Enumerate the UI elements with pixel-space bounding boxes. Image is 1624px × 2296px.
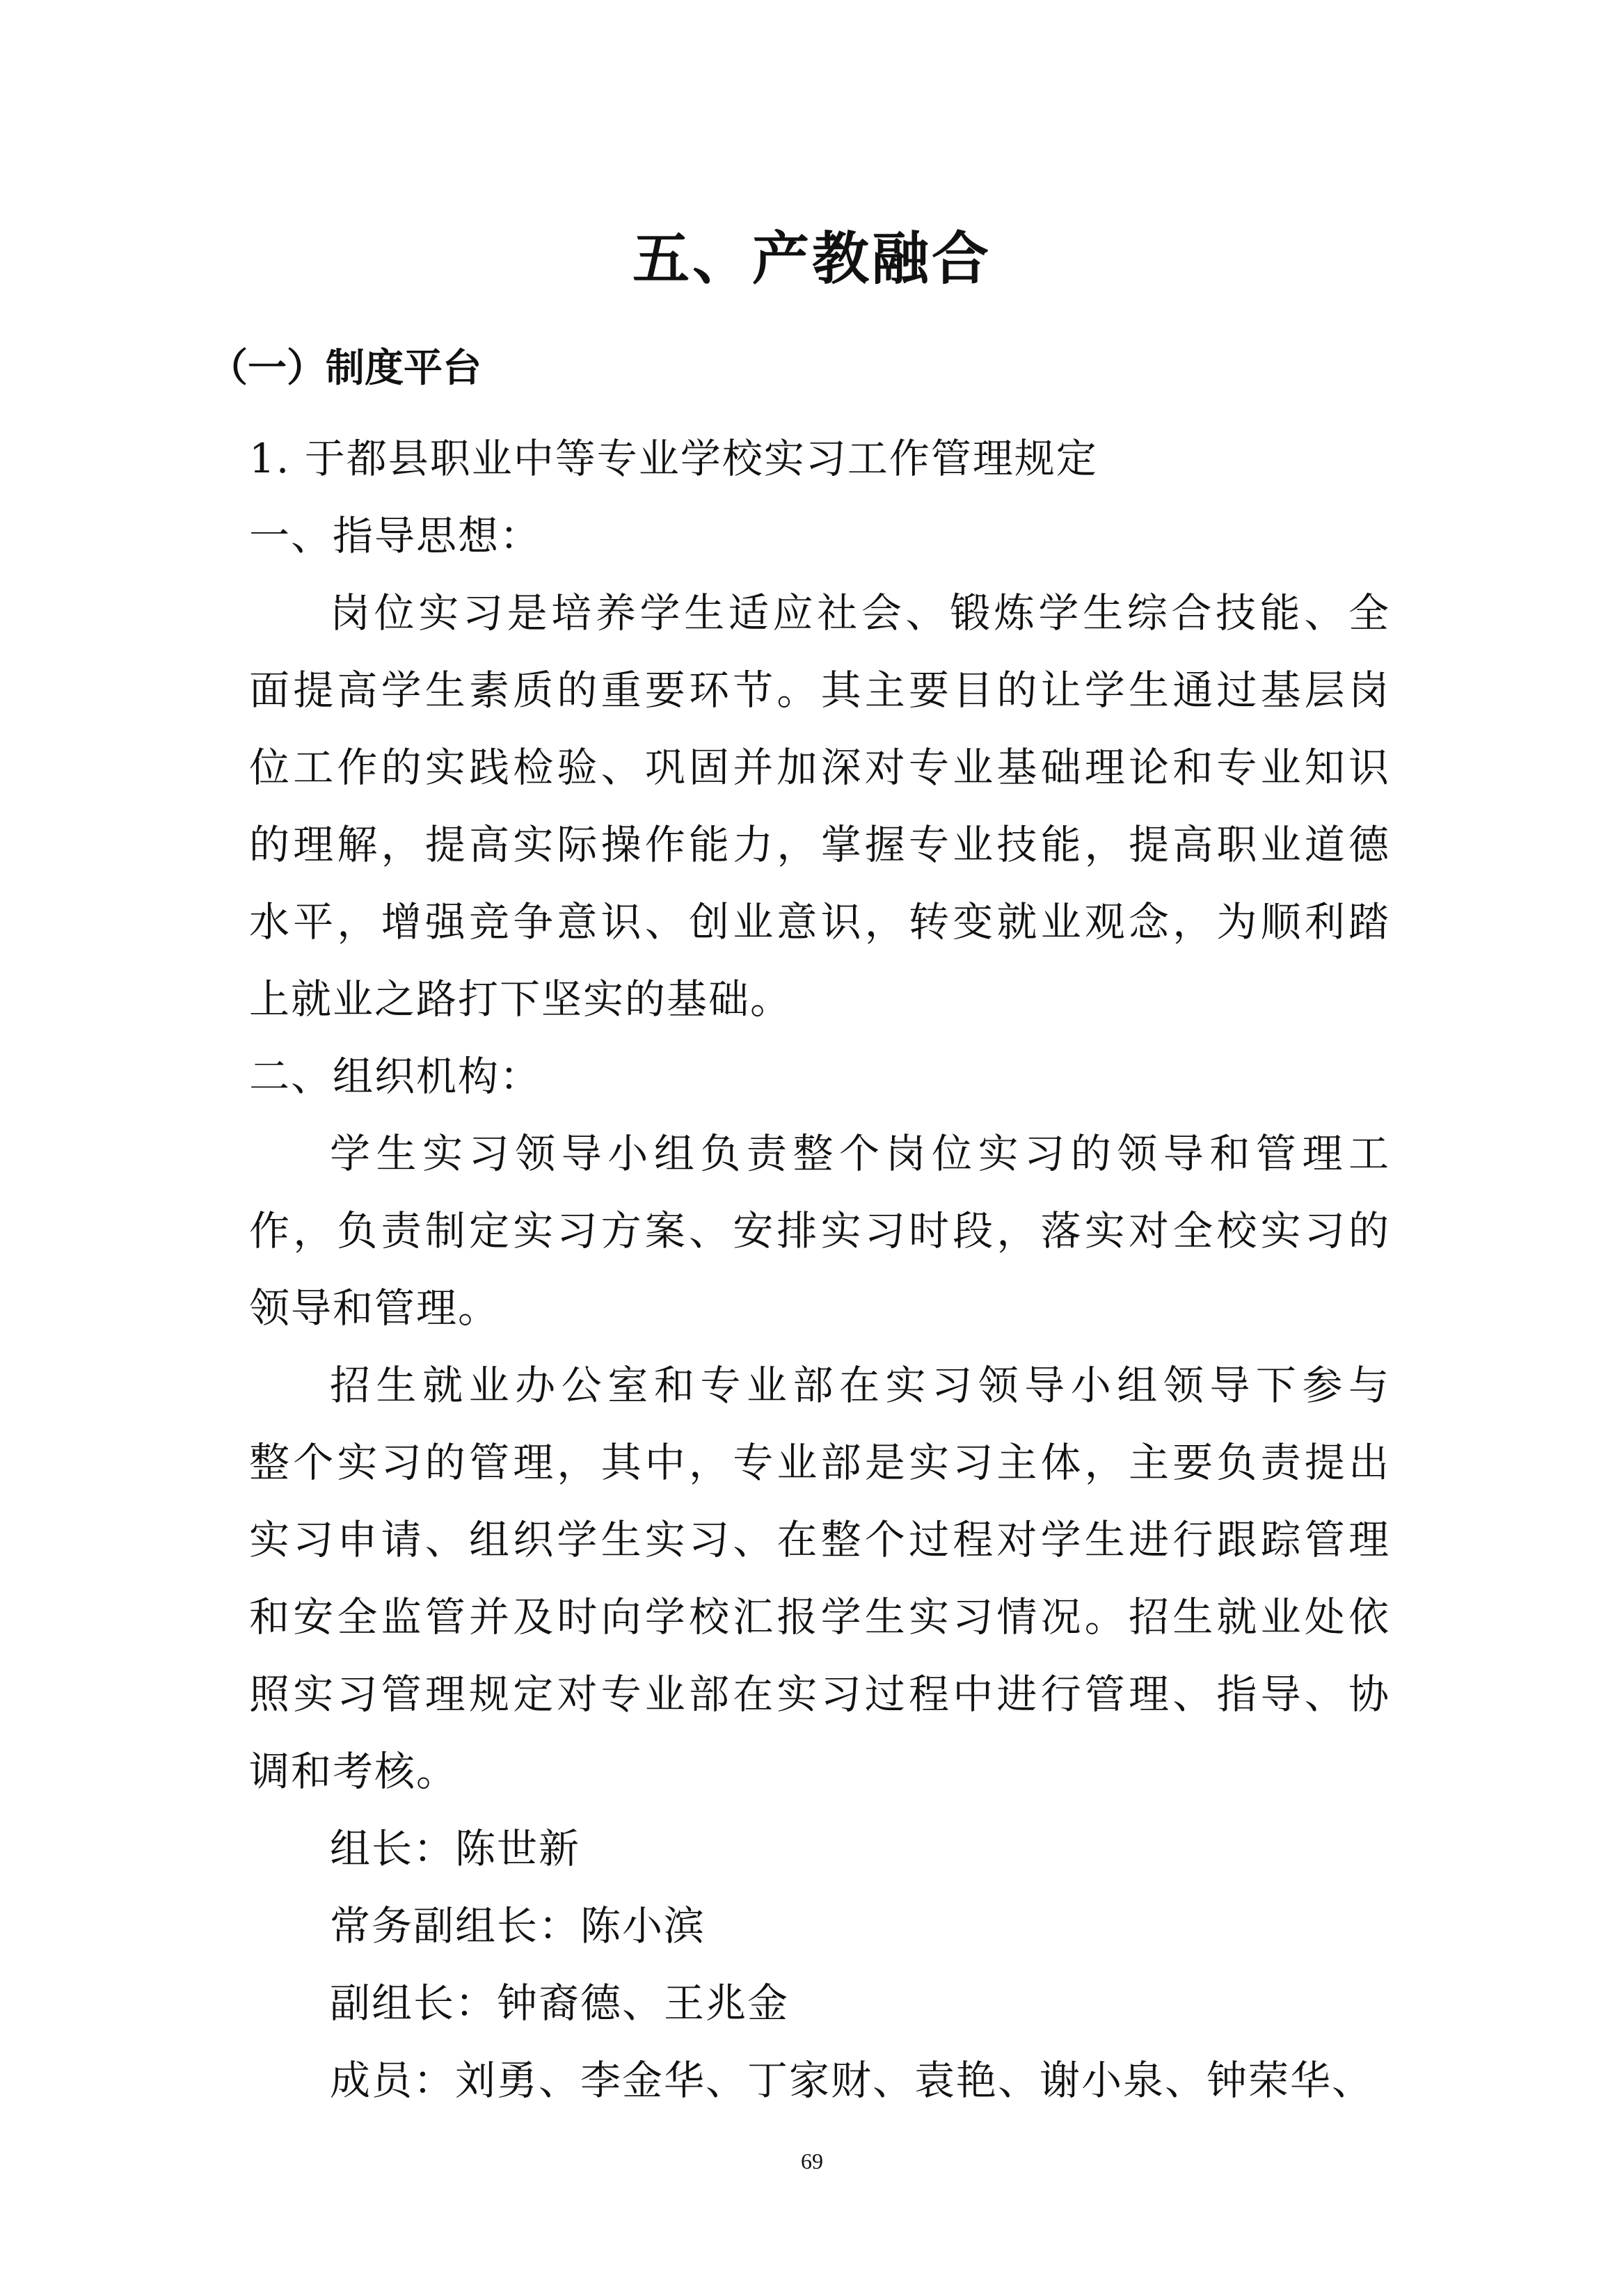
group-leader: 组长：陈世新 (330, 1825, 581, 1872)
paragraph-line: 上就业之路打下坚实的基础。 (249, 975, 793, 1023)
chapter-title: 五、产教融合 (632, 226, 992, 292)
subheading-guiding-ideology: 一、指导思想： (249, 512, 542, 559)
paragraph-line: 位工作的实践检验、巩固并加深对专业基础理论和专业知识 (249, 744, 1390, 791)
paragraph-line: 水平，增强竞争意识、创业意识，转变就业观念，为顺利踏 (249, 898, 1390, 946)
paragraph-line: 作，负责制定实习方案、安排实习时段，落实对全校实习的 (249, 1207, 1390, 1254)
executive-deputy-leader: 常务副组长：陈小滨 (330, 1902, 706, 1950)
paragraph-line: 实习申请、组织学生实习、在整个过程对学生进行跟踪管理 (249, 1516, 1390, 1563)
paragraph-line: 面提高学生素质的重要环节。其主要目的让学生通过基层岗 (249, 667, 1390, 714)
paragraph-line: 调和考核。 (249, 1748, 459, 1795)
page-number: 69 (801, 2148, 823, 2174)
paragraph-line: 岗位实习是培养学生适应社会、锻炼学生综合技能、全 (330, 589, 1390, 637)
deputy-leaders: 副组长：钟裔德、王兆金 (330, 1979, 790, 2027)
paragraph-line: 照实习管理规定对专业部在实习过程中进行管理、指导、协 (249, 1671, 1390, 1718)
document-body (249, 420, 1390, 2119)
paragraph-line: 招生就业办公室和专业部在实习领导小组领导下参与 (330, 1362, 1390, 1409)
paragraph-line: 领导和管理。 (249, 1284, 500, 1332)
paragraph-line: 和安全监管并及时向学校汇报学生实习情况。招生就业处依 (249, 1593, 1390, 1641)
subheading-organization: 二、组织机构： (249, 1053, 542, 1100)
paragraph-line: 学生实习领导小组负责整个岗位实习的领导和管理工 (330, 1130, 1390, 1177)
document-title: 1. 于都县职业中等专业学校实习工作管理规定 (249, 435, 1098, 482)
section-heading: （一）制度平台 (209, 346, 481, 391)
members: 成员：刘勇、李金华、丁家财、袁艳、谢小泉、钟荣华、 (330, 2057, 1374, 2104)
paragraph-line: 的理解，提高实际操作能力，掌握专业技能，提高职业道德 (249, 821, 1390, 868)
paragraph-line: 整个实习的管理，其中，专业部是实习主体，主要负责提出 (249, 1439, 1390, 1486)
